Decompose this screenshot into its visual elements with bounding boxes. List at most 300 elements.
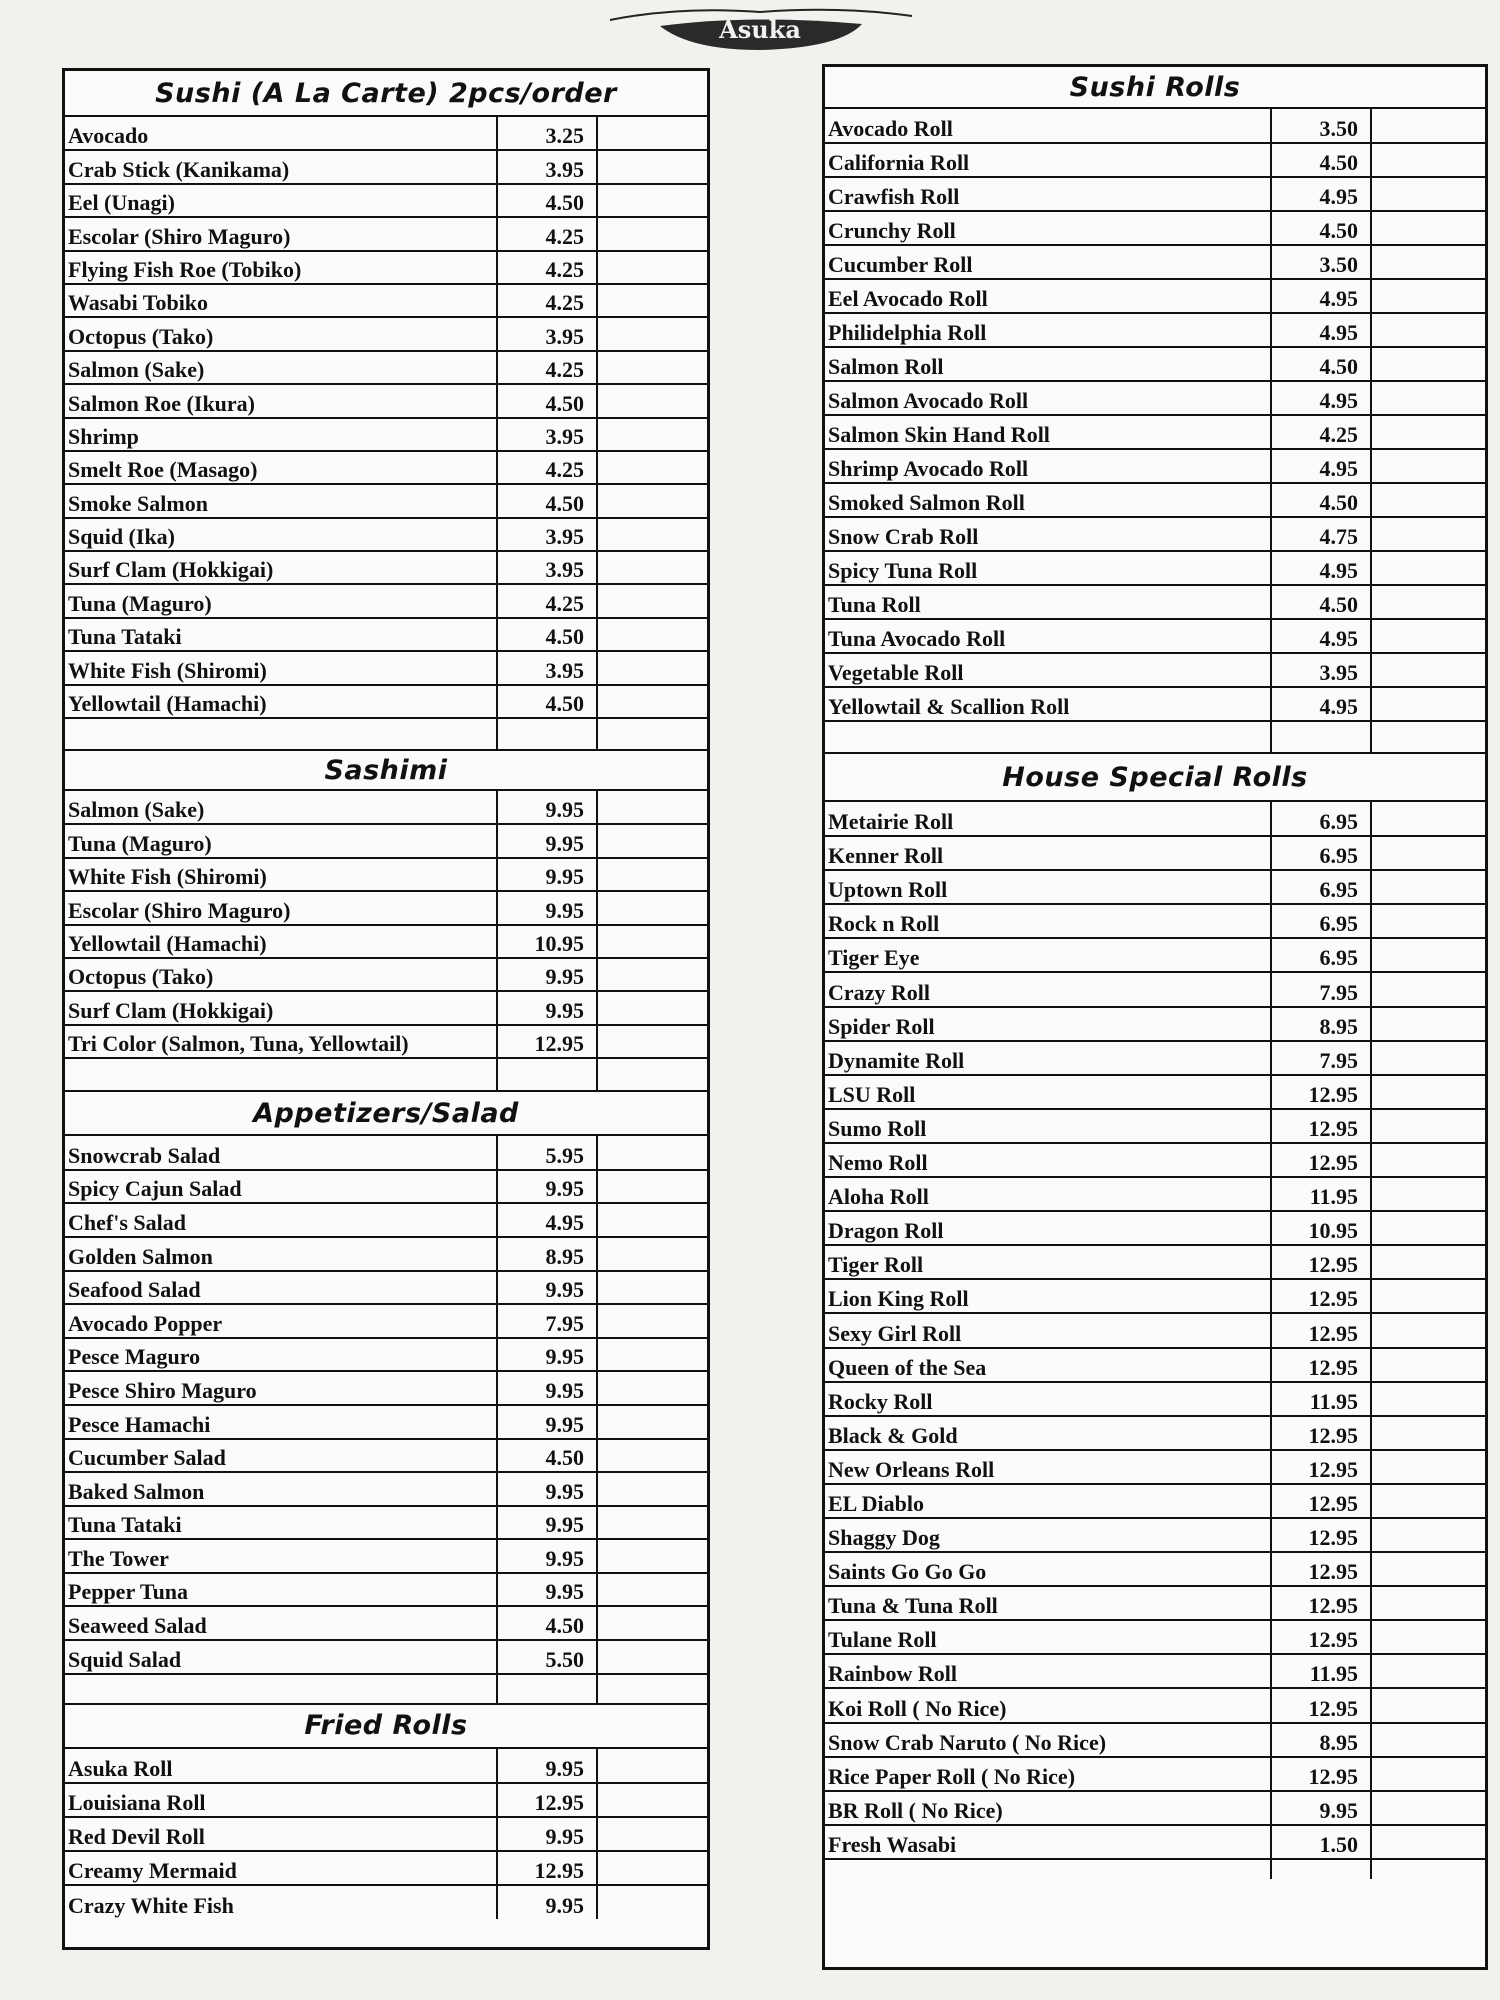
menu-item-price: 4.95 xyxy=(1271,449,1371,483)
menu-item-blank-cell xyxy=(1371,1620,1485,1654)
menu-item-blank-cell xyxy=(1371,1518,1485,1552)
menu-item-price: 11.95 xyxy=(1271,1177,1371,1211)
menu-item-name: Salmon (Sake) xyxy=(65,351,497,384)
menu-item-name: Koi Roll ( No Rice) xyxy=(825,1688,1271,1722)
menu-item-blank-cell xyxy=(597,1817,707,1851)
menu-item-name: Shrimp xyxy=(65,418,497,451)
menu-item-name: Golden Salmon xyxy=(65,1237,497,1271)
menu-item-row xyxy=(65,1203,707,1237)
menu-item-blank-cell xyxy=(1371,1688,1485,1722)
menu-item-price: 4.25 xyxy=(1271,415,1371,449)
menu-item-name: Seafood Salad xyxy=(65,1271,497,1305)
menu-item-name: Uptown Roll xyxy=(825,870,1271,904)
menu-item-name: Crunchy Roll xyxy=(825,211,1271,245)
menu-item-blank-cell xyxy=(1371,1654,1485,1688)
menu-item-row xyxy=(65,150,707,183)
menu-item-row xyxy=(825,109,1485,143)
menu-item-name: New Orleans Roll xyxy=(825,1450,1271,1484)
menu-item-price: 9.95 xyxy=(497,824,597,857)
menu-item-name: Lion King Roll xyxy=(825,1279,1271,1313)
section-title-appetizers-salad: Appetizers/Salad xyxy=(65,1092,707,1136)
menu-item-price: 9.95 xyxy=(497,1506,597,1540)
menu-item-blank-cell xyxy=(597,824,707,857)
menu-item-row xyxy=(65,1237,707,1271)
menu-item-price: 4.95 xyxy=(1271,279,1371,313)
menu-table-sushi-a-la-carte-2pcs-order xyxy=(65,117,707,751)
menu-spacer-cell xyxy=(65,1058,497,1091)
menu-item-row xyxy=(825,313,1485,347)
menu-item-row xyxy=(65,618,707,651)
menu-item-price: 11.95 xyxy=(1271,1654,1371,1688)
menu-item-name: White Fish (Shiromi) xyxy=(65,651,497,684)
menu-spacer-cell xyxy=(825,1859,1271,1879)
menu-item-name: Snowcrab Salad xyxy=(65,1136,497,1170)
menu-item-blank-cell xyxy=(597,1606,707,1640)
menu-item-row xyxy=(65,117,707,150)
menu-item-blank-cell xyxy=(597,891,707,924)
menu-item-price: 6.95 xyxy=(1271,870,1371,904)
menu-item-row xyxy=(65,958,707,991)
menu-item-row xyxy=(65,1749,707,1783)
menu-column-left xyxy=(62,68,710,1950)
menu-item-blank-cell xyxy=(597,150,707,183)
menu-item-blank-cell xyxy=(1371,1586,1485,1620)
menu-item-row xyxy=(65,1783,707,1817)
menu-item-name: Salmon Skin Hand Roll xyxy=(825,415,1271,449)
menu-item-price: 9.95 xyxy=(497,1371,597,1405)
menu-item-name: Black & Gold xyxy=(825,1416,1271,1450)
menu-item-price: 9.95 xyxy=(497,958,597,991)
menu-item-price: 9.95 xyxy=(497,1573,597,1607)
menu-item-blank-cell xyxy=(1371,313,1485,347)
menu-item-name: Avocado xyxy=(65,117,497,150)
menu-item-row xyxy=(825,551,1485,585)
menu-item-blank-cell xyxy=(1371,1552,1485,1586)
menu-item-blank-cell xyxy=(1371,619,1485,653)
menu-item-name: Tiger Eye xyxy=(825,938,1271,972)
menu-item-row xyxy=(65,1851,707,1885)
menu-item-row xyxy=(65,1817,707,1851)
menu-item-row xyxy=(825,938,1485,972)
menu-item-price: 9.95 xyxy=(497,1885,597,1919)
menu-spacer-cell xyxy=(497,1058,597,1091)
menu-item-row xyxy=(65,1539,707,1573)
section-title-sushi-a-la-carte-2pcs-order: Sushi (A La Carte) 2pcs/order xyxy=(65,71,707,117)
menu-item-name: Sexy Girl Roll xyxy=(825,1313,1271,1347)
menu-item-name: Kenner Roll xyxy=(825,836,1271,870)
menu-item-row xyxy=(825,870,1485,904)
menu-item-row xyxy=(825,1416,1485,1450)
menu-item-price: 8.95 xyxy=(1271,1007,1371,1041)
menu-item-name: Asuka Roll xyxy=(65,1749,497,1783)
menu-item-blank-cell xyxy=(1371,1075,1485,1109)
menu-item-row xyxy=(825,1791,1485,1825)
menu-item-name: LSU Roll xyxy=(825,1075,1271,1109)
menu-item-blank-cell xyxy=(1371,279,1485,313)
menu-item-price: 4.95 xyxy=(1271,381,1371,415)
menu-item-blank-cell xyxy=(1371,972,1485,1006)
menu-item-blank-cell xyxy=(597,651,707,684)
menu-item-price: 9.95 xyxy=(497,1338,597,1372)
menu-item-row xyxy=(825,1654,1485,1688)
menu-item-blank-cell xyxy=(1371,381,1485,415)
menu-item-blank-cell xyxy=(597,1304,707,1338)
menu-item-price: 12.95 xyxy=(497,1783,597,1817)
menu-item-blank-cell xyxy=(597,1851,707,1885)
menu-item-row xyxy=(825,653,1485,687)
menu-item-row xyxy=(65,651,707,684)
menu-item-price: 4.50 xyxy=(497,184,597,217)
menu-item-price: 12.95 xyxy=(497,1025,597,1058)
menu-item-name: Tuna Avocado Roll xyxy=(825,619,1271,653)
menu-item-row xyxy=(825,1586,1485,1620)
menu-item-row xyxy=(825,1143,1485,1177)
menu-item-blank-cell xyxy=(597,217,707,250)
menu-item-name: Saints Go Go Go xyxy=(825,1552,1271,1586)
menu-item-blank-cell xyxy=(597,1439,707,1473)
menu-column-right xyxy=(822,64,1488,1970)
menu-item-row xyxy=(825,1484,1485,1518)
menu-table-appetizers-salad xyxy=(65,1136,707,1705)
menu-item-price: 11.95 xyxy=(1271,1382,1371,1416)
menu-item-name: Pesce Shiro Maguro xyxy=(65,1371,497,1405)
menu-item-row xyxy=(65,1136,707,1170)
section-title-fried-rolls: Fried Rolls xyxy=(65,1705,707,1749)
menu-item-blank-cell xyxy=(597,351,707,384)
menu-item-blank-cell xyxy=(597,584,707,617)
menu-item-row xyxy=(65,891,707,924)
menu-item-name: Pesce Hamachi xyxy=(65,1405,497,1439)
menu-item-name: Louisiana Roll xyxy=(65,1783,497,1817)
menu-item-blank-cell xyxy=(1371,211,1485,245)
menu-item-row xyxy=(65,418,707,451)
menu-item-blank-cell xyxy=(1371,143,1485,177)
menu-item-price: 9.95 xyxy=(497,791,597,824)
menu-item-row xyxy=(65,284,707,317)
menu-spacer-cell xyxy=(65,1674,497,1704)
menu-item-price: 9.95 xyxy=(497,1405,597,1439)
section-title-sashimi: Sashimi xyxy=(65,751,707,791)
menu-item-name: Snow Crab Roll xyxy=(825,517,1271,551)
menu-item-name: Vegetable Roll xyxy=(825,653,1271,687)
menu-item-price: 12.95 xyxy=(1271,1245,1371,1279)
menu-table-sushi-rolls xyxy=(825,109,1485,754)
menu-item-blank-cell xyxy=(597,791,707,824)
menu-item-price: 12.95 xyxy=(1271,1586,1371,1620)
menu-item-row xyxy=(825,1279,1485,1313)
menu-item-blank-cell xyxy=(597,117,707,150)
menu-item-name: Rainbow Roll xyxy=(825,1654,1271,1688)
menu-item-blank-cell xyxy=(597,1136,707,1170)
menu-item-row xyxy=(65,1025,707,1058)
menu-item-row xyxy=(65,584,707,617)
menu-table-house-special-rolls xyxy=(825,802,1485,1879)
menu-item-price: 4.50 xyxy=(497,384,597,417)
menu-item-price: 9.95 xyxy=(497,991,597,1024)
menu-item-price: 3.50 xyxy=(1271,245,1371,279)
menu-item-name: Crazy White Fish xyxy=(68,1892,234,1918)
menu-table-sashimi xyxy=(65,791,707,1092)
menu-item-blank-cell xyxy=(597,1472,707,1506)
menu-spacer-row xyxy=(65,718,707,750)
menu-item-blank-cell xyxy=(1371,1143,1485,1177)
menu-item-blank-cell xyxy=(1371,177,1485,211)
menu-item-row xyxy=(65,551,707,584)
menu-item-name: Smoked Salmon Roll xyxy=(825,483,1271,517)
menu-item-blank-cell xyxy=(1371,415,1485,449)
menu-item-price: 4.95 xyxy=(497,1203,597,1237)
menu-item-name: Rice Paper Roll ( No Rice) xyxy=(825,1757,1271,1791)
menu-item-name: Baked Salmon xyxy=(65,1472,497,1506)
menu-item-price: 6.95 xyxy=(1271,836,1371,870)
menu-item-row xyxy=(65,1271,707,1305)
menu-spacer-row xyxy=(65,1058,707,1091)
menu-spacer-cell xyxy=(1371,1859,1485,1879)
menu-item-name: Escolar (Shiro Maguro) xyxy=(65,891,497,924)
menu-item-row xyxy=(65,1606,707,1640)
menu-item-price: 4.50 xyxy=(497,618,597,651)
menu-spacer-row xyxy=(65,1674,707,1704)
menu-item-row xyxy=(825,1620,1485,1654)
menu-item-name: Eel (Unagi) xyxy=(65,184,497,217)
menu-item-blank-cell xyxy=(1371,1791,1485,1825)
menu-item-name: Yellowtail (Hamachi) xyxy=(65,925,497,958)
menu-item-row xyxy=(825,687,1485,721)
menu-spacer-cell xyxy=(497,718,597,750)
menu-item-name: Philidelphia Roll xyxy=(825,313,1271,347)
menu-item-price: 8.95 xyxy=(497,1237,597,1271)
menu-item-name: Surf Clam (Hokkigai) xyxy=(65,551,497,584)
menu-item-name: Fresh Wasabi xyxy=(825,1825,1271,1859)
menu-item-blank-cell xyxy=(1371,938,1485,972)
menu-item-row xyxy=(65,858,707,891)
menu-item-price: 12.95 xyxy=(1271,1518,1371,1552)
menu-item-row xyxy=(825,1177,1485,1211)
menu-item-blank-cell xyxy=(597,925,707,958)
menu-spacer-cell xyxy=(65,718,497,750)
menu-item-blank-cell xyxy=(597,1539,707,1573)
menu-item-price: 4.25 xyxy=(497,217,597,250)
logo-text: Asuka xyxy=(719,15,801,44)
logo-brush-icon xyxy=(600,0,920,52)
menu-item-blank-cell xyxy=(597,1338,707,1372)
menu-item-price: 10.95 xyxy=(497,925,597,958)
menu-item-blank-cell xyxy=(597,484,707,517)
menu-item-price: 6.95 xyxy=(1271,904,1371,938)
menu-spacer-cell xyxy=(497,1674,597,1704)
menu-item-blank-cell xyxy=(1371,687,1485,721)
menu-item-blank-cell xyxy=(597,618,707,651)
menu-item-price: 4.50 xyxy=(1271,483,1371,517)
menu-item-name: Salmon Roll xyxy=(825,347,1271,381)
menu-item-row xyxy=(825,1757,1485,1791)
menu-item-price: 12.95 xyxy=(1271,1757,1371,1791)
menu-spacer-cell xyxy=(597,1058,707,1091)
menu-item-price: 12.95 xyxy=(1271,1348,1371,1382)
menu-item-price: 12.95 xyxy=(1271,1143,1371,1177)
menu-item-name: Yellowtail & Scallion Roll xyxy=(825,687,1271,721)
menu-item-name: Crab Stick (Kanikama) xyxy=(65,150,497,183)
menu-item-blank-cell xyxy=(1371,1279,1485,1313)
menu-item-row xyxy=(825,245,1485,279)
menu-item-row xyxy=(65,217,707,250)
menu-item-name: Crawfish Roll xyxy=(825,177,1271,211)
menu-item-blank-cell xyxy=(597,1170,707,1204)
menu-item-name: Cucumber Salad xyxy=(65,1439,497,1473)
menu-item-name: Tiger Roll xyxy=(825,1245,1271,1279)
menu-item-row xyxy=(65,317,707,350)
menu-item-row xyxy=(65,518,707,551)
menu-item-name: Tuna Roll xyxy=(825,585,1271,619)
menu-item-name: Eel Avocado Roll xyxy=(825,279,1271,313)
menu-item-blank-cell xyxy=(597,184,707,217)
menu-item-row xyxy=(65,1405,707,1439)
menu-item-blank-cell xyxy=(1371,1177,1485,1211)
menu-item-row xyxy=(825,972,1485,1006)
menu-item-blank-cell xyxy=(1371,1348,1485,1382)
menu-item-row xyxy=(65,925,707,958)
menu-item-row xyxy=(825,1518,1485,1552)
menu-item-blank-cell xyxy=(597,251,707,284)
menu-item-row xyxy=(65,251,707,284)
menu-item-blank-cell xyxy=(597,1371,707,1405)
menu-item-price: 7.95 xyxy=(1271,972,1371,1006)
menu-item-blank-cell xyxy=(1371,1211,1485,1245)
menu-item-row xyxy=(65,1304,707,1338)
menu-item-blank-cell xyxy=(597,991,707,1024)
menu-item-name: Squid (Ika) xyxy=(65,518,497,551)
menu-item-name: Red Devil Roll xyxy=(65,1817,497,1851)
menu-item-name: Aloha Roll xyxy=(825,1177,1271,1211)
menu-item-price: 9.95 xyxy=(1271,1791,1371,1825)
menu-item-row xyxy=(825,1007,1485,1041)
menu-item-blank-cell xyxy=(1371,585,1485,619)
menu-item-blank-cell xyxy=(597,1025,707,1058)
menu-item-row xyxy=(825,347,1485,381)
menu-item-price: 12.95 xyxy=(1271,1450,1371,1484)
menu-item-row xyxy=(825,836,1485,870)
menu-item-blank-cell xyxy=(1371,1007,1485,1041)
menu-item-blank-cell xyxy=(1371,1109,1485,1143)
menu-item-row xyxy=(825,1825,1485,1859)
menu-item-row xyxy=(825,619,1485,653)
menu-spacer-cell xyxy=(825,721,1271,753)
menu-item-row xyxy=(825,1552,1485,1586)
menu-item-name: Shrimp Avocado Roll xyxy=(825,449,1271,483)
menu-item-blank-cell xyxy=(597,1203,707,1237)
menu-item-price: 4.50 xyxy=(497,1606,597,1640)
menu-item-blank-cell xyxy=(597,1237,707,1271)
menu-item-price: 3.50 xyxy=(1271,109,1371,143)
menu-spacer-cell xyxy=(1371,721,1485,753)
menu-item-blank-cell xyxy=(1371,1723,1485,1757)
menu-item-row xyxy=(65,1439,707,1473)
menu-spacer-row xyxy=(825,721,1485,753)
menu-item-price: 7.95 xyxy=(497,1304,597,1338)
menu-item-row xyxy=(65,484,707,517)
menu-spacer-cell xyxy=(1271,721,1371,753)
menu-item-price: 4.50 xyxy=(1271,347,1371,381)
menu-item-row xyxy=(65,1573,707,1607)
menu-item-price: 12.95 xyxy=(1271,1484,1371,1518)
menu-table-fried-rolls xyxy=(65,1749,707,1919)
menu-item-blank-cell xyxy=(1371,483,1485,517)
menu-spacer-cell xyxy=(597,1674,707,1704)
menu-item-price: 3.95 xyxy=(497,317,597,350)
menu-item-price: 12.95 xyxy=(1271,1620,1371,1654)
menu-item-name: Octopus (Tako) xyxy=(65,958,497,991)
menu-item-row xyxy=(65,1170,707,1204)
menu-item-price: 4.95 xyxy=(1271,619,1371,653)
menu-item-row xyxy=(825,381,1485,415)
menu-item-price: 12.95 xyxy=(1271,1552,1371,1586)
menu-item-blank-cell xyxy=(1371,551,1485,585)
menu-item-blank-cell xyxy=(1371,1416,1485,1450)
menu-item-blank-cell xyxy=(1371,836,1485,870)
menu-item-blank-cell xyxy=(1371,517,1485,551)
menu-item-price: 4.50 xyxy=(497,685,597,718)
menu-item-price: 4.25 xyxy=(497,251,597,284)
menu-item-name: Tulane Roll xyxy=(825,1620,1271,1654)
menu-item-name: Sumo Roll xyxy=(825,1109,1271,1143)
menu-item-row xyxy=(825,449,1485,483)
menu-spacer-cell xyxy=(1271,1859,1371,1879)
menu-item-price: 12.95 xyxy=(1271,1416,1371,1450)
menu-item-row xyxy=(825,1075,1485,1109)
menu-item-row xyxy=(825,483,1485,517)
menu-item-name: Crazy Roll xyxy=(825,972,1271,1006)
menu-item-row xyxy=(65,791,707,824)
menu-item-price: 4.25 xyxy=(497,451,597,484)
menu-item-price: 3.95 xyxy=(497,150,597,183)
menu-item-price: 12.95 xyxy=(1271,1688,1371,1722)
menu-item-name: Spicy Tuna Roll xyxy=(825,551,1271,585)
menu-item-name: Shaggy Dog xyxy=(825,1518,1271,1552)
menu-item-row xyxy=(65,1371,707,1405)
menu-item-price: 9.95 xyxy=(497,1749,597,1783)
section-title-sushi-rolls: Sushi Rolls xyxy=(825,67,1485,109)
menu-item-name: Tuna (Maguro) xyxy=(65,584,497,617)
menu-item-name: Avocado Popper xyxy=(65,1304,497,1338)
menu-item-row xyxy=(825,1109,1485,1143)
menu-item-price: 4.75 xyxy=(1271,517,1371,551)
menu-item-price: 5.95 xyxy=(497,1136,597,1170)
menu-item-name: Tuna Tataki xyxy=(65,1506,497,1540)
menu-item-price: 12.95 xyxy=(1271,1279,1371,1313)
menu-item-blank-cell xyxy=(597,1783,707,1817)
menu-item-blank-cell xyxy=(597,1573,707,1607)
menu-item-row xyxy=(65,184,707,217)
menu-item-name: BR Roll ( No Rice) xyxy=(825,1791,1271,1825)
menu-item-blank-cell xyxy=(1371,1825,1485,1859)
menu-item-blank-cell xyxy=(1371,1484,1485,1518)
menu-item-price: 12.95 xyxy=(1271,1109,1371,1143)
menu-item-blank-cell xyxy=(597,551,707,584)
section-title-house-special-rolls: House Special Rolls xyxy=(825,754,1485,802)
menu-item-price: 5.50 xyxy=(497,1640,597,1674)
menu-item-price: 4.95 xyxy=(1271,687,1371,721)
menu-item-name: Yellowtail (Hamachi) xyxy=(65,685,497,718)
menu-item-name: Pesce Maguro xyxy=(65,1338,497,1372)
menu-item-name: Dragon Roll xyxy=(825,1211,1271,1245)
menu-item-name: Spider Roll xyxy=(825,1007,1271,1041)
menu-item-price: 3.95 xyxy=(497,651,597,684)
menu-item-name: Seaweed Salad xyxy=(65,1606,497,1640)
menu-item-name: Pepper Tuna xyxy=(65,1573,497,1607)
menu-item-name: Snow Crab Naruto ( No Rice) xyxy=(825,1723,1271,1757)
menu-item-blank-cell xyxy=(597,685,707,718)
menu-item-name: Surf Clam (Hokkigai) xyxy=(65,991,497,1024)
